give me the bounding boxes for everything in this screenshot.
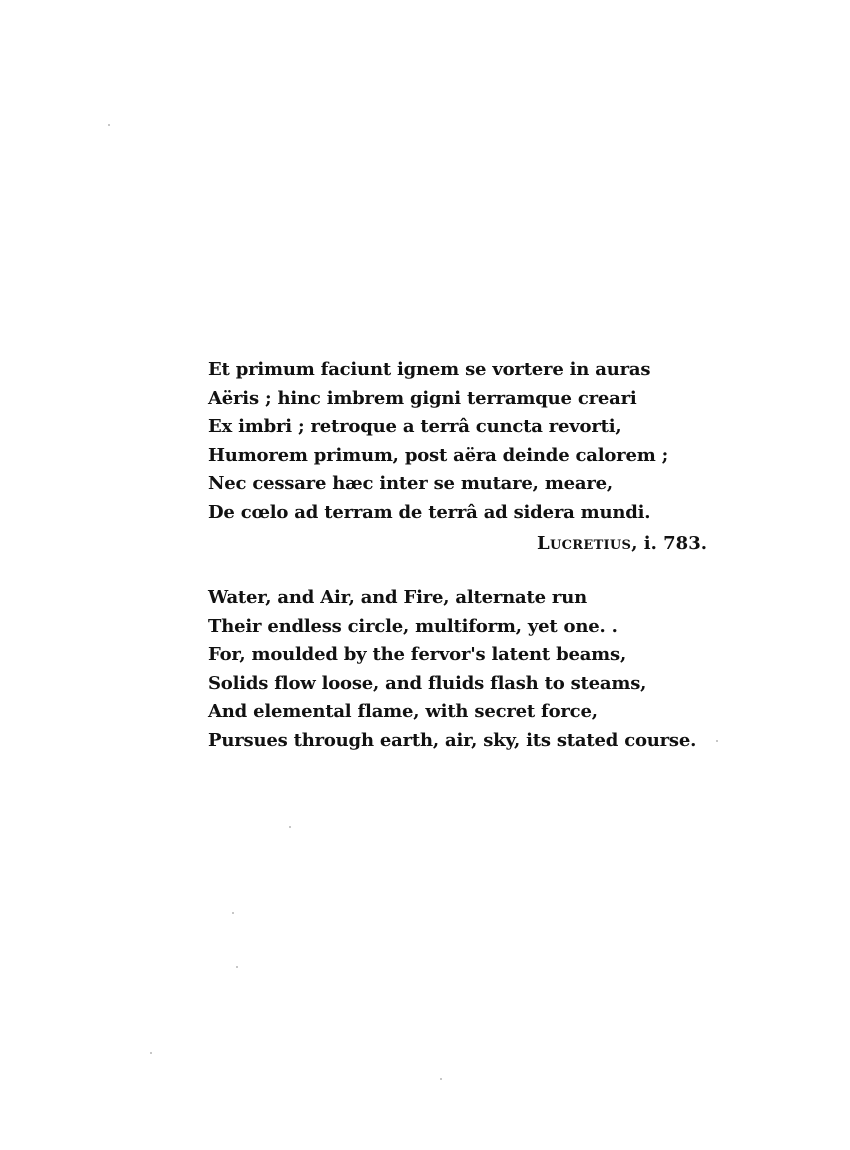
verse-line: De cœlo ad terram de terrâ ad sidera mundi. [208,501,651,523]
latin-verse [208,356,728,527]
verse-line: Et primum faciunt ignem se vortere in auras [208,359,651,380]
english-verse [208,584,728,755]
verse-line: Pursues through earth, air, sky, its stated course. [208,729,697,751]
scan-speck [716,740,718,742]
verse-line: Nec cessare hæc inter se mutare, meare, [208,473,613,494]
scan-speck [236,966,238,968]
scan-speck [150,1052,152,1054]
verse-line: For, moulded by the fervor's latent beams, [208,644,627,665]
scan-speck [440,1078,442,1080]
verse-line: Water, and Air, and Fire, alternate run [208,587,587,608]
attribution-reference: , i. 783. [631,533,707,554]
verse-line: Humorem primum, post aëra deinde calorem ; [208,444,669,466]
verse-line: Aëris ; hinc imbrem gigni terramque creari [208,387,637,409]
attribution-author: Lucretius [537,533,632,554]
scan-speck [232,912,234,914]
scan-speck [289,826,291,828]
verse-line: And elemental flame, with secret force, [208,701,598,722]
attribution [537,530,707,558]
verse-line: Their endless circle, multiform, yet one. . [208,615,618,637]
scan-speck [108,124,110,126]
verse-line: Solids flow loose, and fluids flash to steams, [208,672,647,694]
verse-line: Ex imbri ; retroque a terrâ cuncta revorti, [208,416,622,437]
